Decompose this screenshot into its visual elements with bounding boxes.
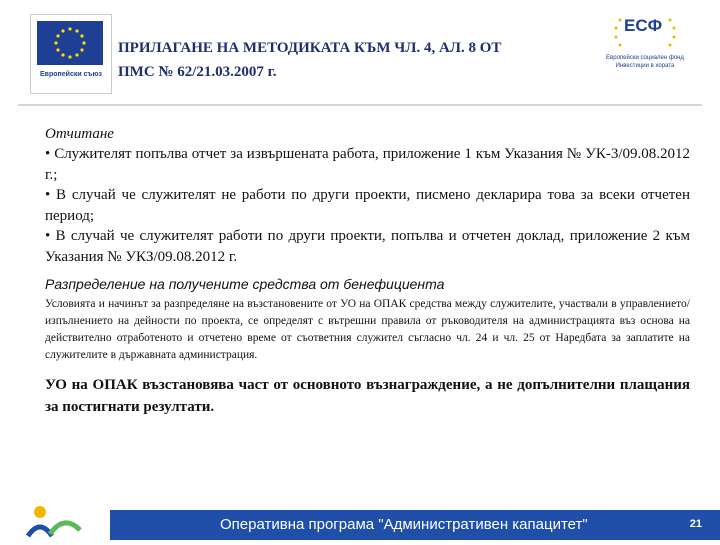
footer-bar: [110, 510, 720, 540]
title-line-1: ПРИЛАГАНЕ НА МЕТОДИКАТА КЪМ ЧЛ. 4, АЛ. 8 ОТ: [118, 40, 502, 56]
slide-header: [0, 0, 720, 110]
page-number: 21: [689, 518, 702, 530]
header-divider: [18, 104, 702, 106]
closing-statement: УО на ОПАК възстановява част от основното възнаграждение, а не допълнителни плащания за постигнати резултати.: [45, 377, 690, 415]
bullet-item: • В случай че служителят работи по други проекти, попълва и отчетен доклад, приложение 2 към Указания № УКЗ/09.08.2012 г.: [45, 228, 690, 265]
bullet-item: • В случай че служителят не работи по други проекти, писмено декларира това за всеки отчетен период;: [45, 187, 690, 224]
esf-logo-text: ЕСФ: [624, 16, 663, 35]
esf-caption-line-2: Инвестиции в хората: [615, 63, 675, 69]
esf-caption-line-1: Европейски социален фонд: [606, 55, 684, 61]
program-logo-icon: [24, 500, 84, 540]
eu-flag-icon: [37, 21, 103, 65]
eu-caption: Европейски съюз: [40, 71, 102, 78]
bullet-item: • Служителят попълва отчет за извършената работа, приложение 1 към Указания № УК-3/09.08.2012 г.;: [45, 146, 690, 183]
esf-caption: [600, 54, 690, 70]
title-line-2: ПМС № 62/21.03.2007 г.: [118, 64, 277, 80]
program-logo: [24, 500, 84, 540]
section-title-distribution: Разпределение на получените средства от бенефициента: [45, 276, 445, 292]
esf-logo: [600, 10, 690, 70]
distribution-paragraph: Условията и начинът за разпределяне на възстановените от УО на ОПАК средства между служителите, участвали в управлението/изпълнението на дейности по проекта, се определят с вътрешни правила от ръководителя на администрацията въз основа на действително отработеното и отчетено време от съответния служител съгласно чл. 24 и чл. 25 от Наредбата за заплатите на служителите в държавната администрация.: [45, 298, 690, 361]
footer-program-name: Оперативна програма "Административен капацитет": [220, 516, 588, 533]
slide-title: [118, 36, 598, 84]
section-title-reporting: Отчитане: [45, 126, 114, 142]
eu-logo: [30, 14, 112, 94]
slide-body: [45, 124, 690, 418]
